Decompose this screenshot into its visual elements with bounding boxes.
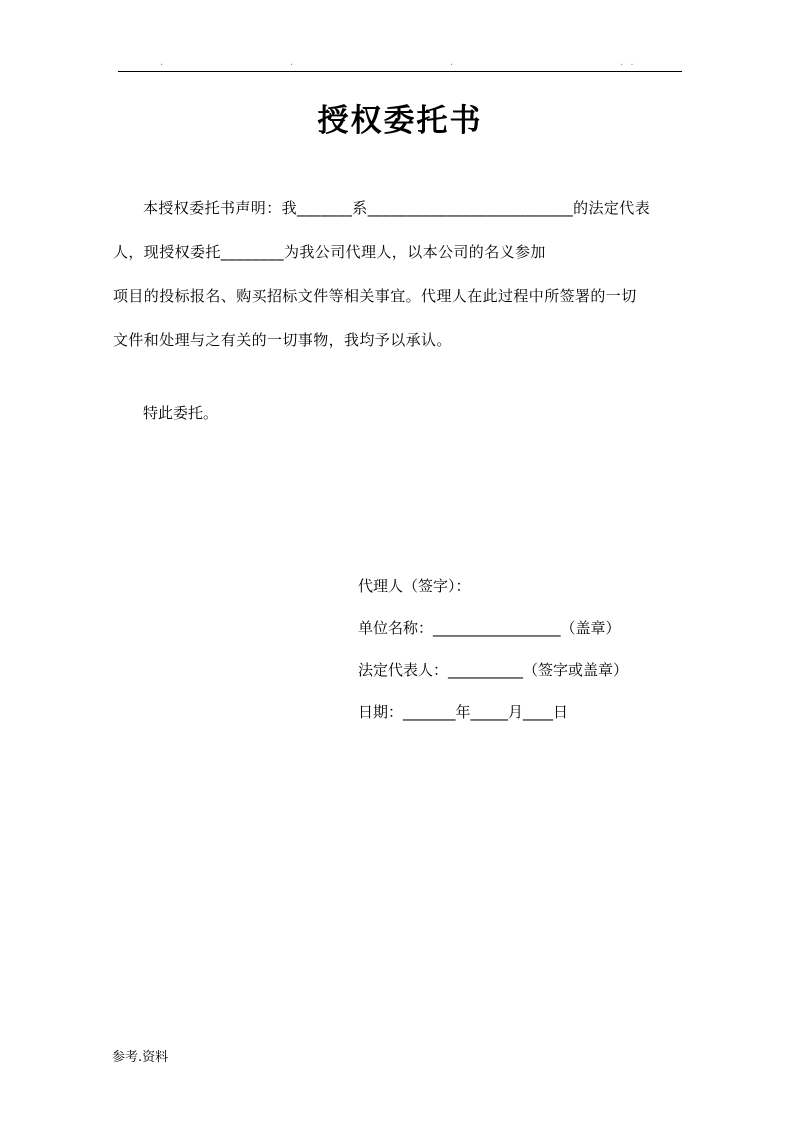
signature-line-date: 日期：_______年_____月____日 <box>358 703 569 721</box>
header-mark-4: . . <box>620 57 636 68</box>
signature-block <box>358 565 758 733</box>
header-artifact-marks <box>118 58 682 72</box>
header-mark-1: . <box>160 57 166 68</box>
signature-line-company: 单位名称：_________________（盖章） <box>358 619 621 637</box>
header-mark-2: . <box>290 57 296 68</box>
special-note: 特此委托。 <box>143 404 219 422</box>
header-divider <box>118 71 682 72</box>
signature-line-legal-rep: 法定代表人：__________（签字或盖章） <box>358 661 629 679</box>
page-footer: 参考.资料 <box>112 1050 169 1065</box>
body-paragraph-3: 项目的投标报名、购买招标文件等相关事宜。代理人在此过程中所签署的一切 <box>113 287 637 305</box>
body-paragraph-1: 本授权委托书声明：我_______系__________________________的法定代表 <box>143 199 651 217</box>
signature-line-agent: 代理人（签字）： <box>358 577 471 595</box>
body-paragraph-4: 文件和处理与之有关的一切事物，我均予以承认。 <box>113 331 452 349</box>
body-paragraph-2: 人，现授权委托________为我公司代理人，以本公司的名义参加 <box>113 243 546 261</box>
document-title: 授权委托书 <box>317 103 483 139</box>
header-mark-3: . <box>450 57 456 68</box>
document-body <box>113 186 683 362</box>
